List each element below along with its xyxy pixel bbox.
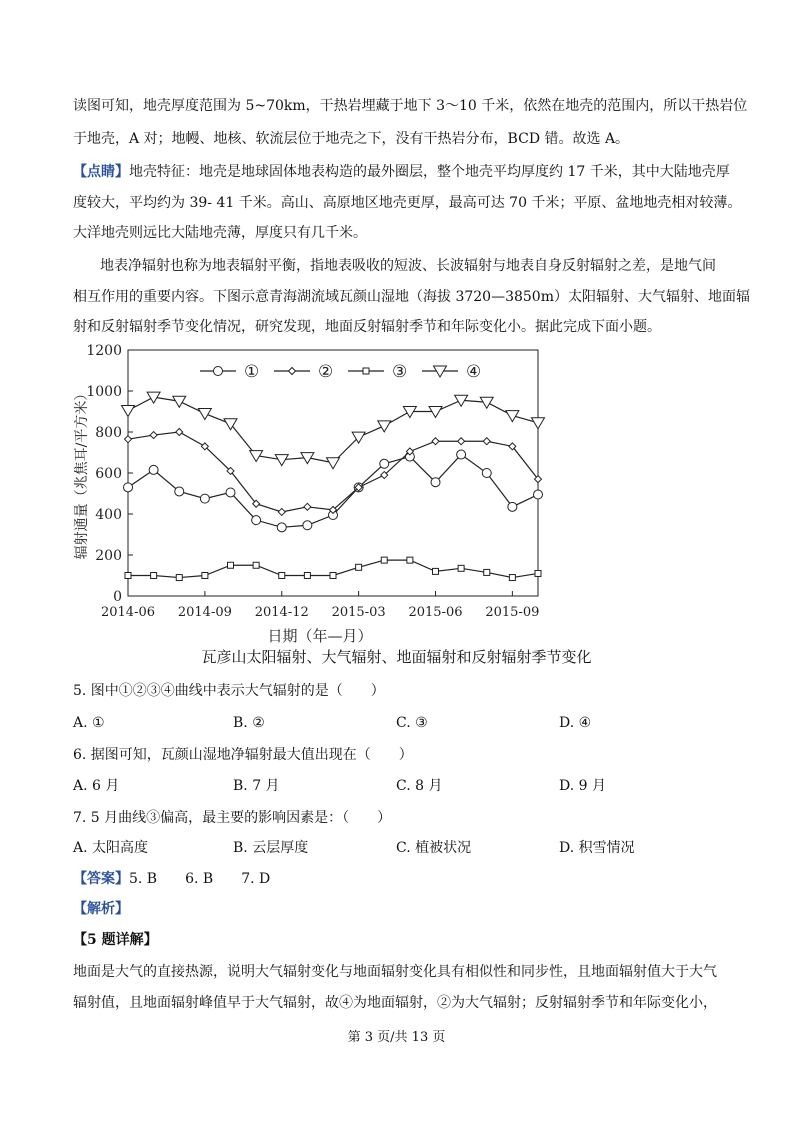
q5-option-c[interactable]: C. ③ [396,715,428,731]
series-1-point [508,502,517,511]
series-3-point [458,565,464,571]
series-4-point [173,396,186,407]
q7-option-b[interactable]: B. 云层厚度 [233,840,309,856]
series-4-point [480,397,493,408]
tip-line [73,162,730,182]
series-3-point [304,573,310,579]
series-3-point [253,562,259,568]
series-1-point [226,488,235,497]
series-line-4 [128,397,538,463]
intro-line-2: 相互作用的重要内容。下图示意青海湖流域瓦颜山湿地（海拔 3720—3850m）太阳辐射、大气辐射、地面辐 [73,289,750,305]
y-tick-label: 600 [95,466,122,482]
x-tick-label: 2014-09 [177,605,232,620]
answer-tag: 【答案】 [73,871,129,887]
q7-option-c[interactable]: C. 植被状况 [396,840,472,856]
series-1-point [277,523,286,532]
chart-caption: 瓦彦山太阳辐射、大气辐射、地面辐射和反射辐射季节变化 [201,648,592,666]
series-4-point [224,419,237,430]
series-3-point [202,573,208,579]
question-7: 7. 5 月曲线③偏高，最主要的影响因素是：（ ） [73,810,392,826]
question-5: 5. 图中①②③④曲线中表示大气辐射的是（ ） [73,683,385,699]
series-2-point [125,436,132,443]
detail-line-1: 地面是大气的直接热源，说明大气辐射变化与地面辐射变化具有相似性和同步性，且地面辐射值大于大气 [73,964,717,980]
series-4-point [275,455,288,466]
legend-marker-3 [363,368,369,374]
answer-line [73,869,270,889]
line-5: 大洋地壳则远比大陆地壳薄，厚度只有几千米。 [73,225,367,241]
y-tick-label: 1200 [86,343,122,359]
q6-option-a[interactable]: A. 6 月 [73,778,120,794]
x-tick-label: 2014-12 [254,605,309,620]
plot-frame [128,350,538,596]
series-3-point [279,573,285,579]
x-tick-label: 2015-09 [485,605,540,620]
series-1-point [482,469,491,478]
legend-label-1: ① [244,362,260,382]
intro-line-3: 射和反射辐射季节变化情况，研究发现，地面反射辐射季节和年际变化小。据此完成下面小题。 [73,319,661,335]
series-1-point [534,490,543,499]
series-3-point [330,573,336,579]
tip-tag: 【点睛】 [73,164,129,180]
series-2-point [432,438,439,445]
series-2-point [176,429,183,436]
x-tick-label: 2014-06 [100,605,156,620]
series-2-point [150,432,157,439]
question-6: 6. 据图可知，瓦颜山湿地净辐射最大值出现在（ ） [73,747,413,763]
line-1: 读图可知，地壳厚度范围为 5~70km，干热岩埋藏于地下 3～10 千米，依然在地壳的范围内，所以干热岩位 [73,98,748,114]
q5-option-b[interactable]: B. ② [233,715,265,731]
series-3-point [535,570,541,576]
q7-option-a[interactable]: A. 太阳高度 [73,840,149,856]
series-2-point [278,508,285,515]
intro-line-1: 地表净辐射也称为地表辐射平衡，指地表吸收的短波、长波辐射与地表自身反射辐射之差，是地气间 [100,258,716,274]
series-1-point [200,494,209,503]
y-tick-label: 400 [95,507,122,523]
y-tick-label: 800 [95,425,122,441]
y-tick-label: 200 [95,548,122,564]
series-3-point [484,569,490,575]
q5-option-d[interactable]: D. ④ [559,715,592,731]
series-4-point [327,458,340,469]
x-tick-label: 2015-06 [408,605,463,620]
legend-label-3: ③ [392,362,408,382]
series-1-point [303,521,312,530]
q6-option-c[interactable]: C. 8 月 [396,778,443,794]
series-4-point [198,409,211,420]
series-3-point [125,573,131,579]
legend-marker-2 [289,368,296,375]
series-4-point [532,418,545,429]
series-4-point [506,411,519,422]
series-1-point [252,516,261,525]
series-3-point [381,557,387,563]
series-2-point [304,503,311,510]
analysis-tag: 【解析】 [73,901,129,917]
series-3-point [151,573,157,579]
series-3-point [356,564,362,570]
tip-text: 地壳特征：地壳是地球固体地表构造的最外圈层，整个地壳平均厚度约 17 千米，其中大陆地壳厚 [129,164,730,180]
series-3-point [228,562,234,568]
series-3-point [407,557,413,563]
series-3-point [176,575,182,581]
series-1-point [149,465,158,474]
series-4-point [378,421,391,432]
answer-text: 5. B 6. B 7. D [129,871,271,887]
q7-option-d[interactable]: D. 积雪情况 [559,840,635,856]
page-footer: 第 3 页/共 13 页 [347,1030,446,1045]
y-tick-label: 1000 [86,384,122,400]
x-tick-label: 2015-03 [331,605,386,620]
detail-line-2: 辐射值，且地面辐射峰值早于大气辐射，故④为地面辐射，②为大气辐射；反射辐射季节和年际变化小， [73,995,717,1011]
series-2-point [483,438,490,445]
line-4: 度较大，平均约为 39- 41 千米。高山、高原地区地壳更厚，最高可达 70 千米；平原、盆地地壳相对较薄。 [73,195,742,211]
radiation-chart [68,338,548,648]
analysis-sub: 【5 题详解】 [73,932,158,948]
q5-option-a[interactable]: A. ① [73,715,105,731]
series-3-point [433,568,439,574]
series-1-point [124,483,133,492]
legend-marker-1 [214,367,223,376]
legend-label-2: ② [318,362,334,382]
legend-label-4: ④ [466,362,482,382]
q6-option-d[interactable]: D. 9 月 [559,778,606,794]
q6-option-b[interactable]: B. 7 月 [233,778,280,794]
series-1-point [431,478,440,487]
series-1-point [175,487,184,496]
series-line-2 [128,432,538,512]
series-3-point [509,575,515,581]
series-2-point [458,438,465,445]
series-4-point [122,405,135,416]
line-2: 于地壳，A 对；地幔、地核、软流层位于地壳之下，没有干热岩分布，BCD 错。故选 A。 [73,131,630,147]
chart-ylabel: 辐射通量（兆焦耳/平方米） [74,386,90,560]
series-1-point [380,459,389,468]
chart-xlabel: 日期（年—月） [267,627,373,645]
series-1-point [457,450,466,459]
y-tick-label: 0 [113,589,122,605]
